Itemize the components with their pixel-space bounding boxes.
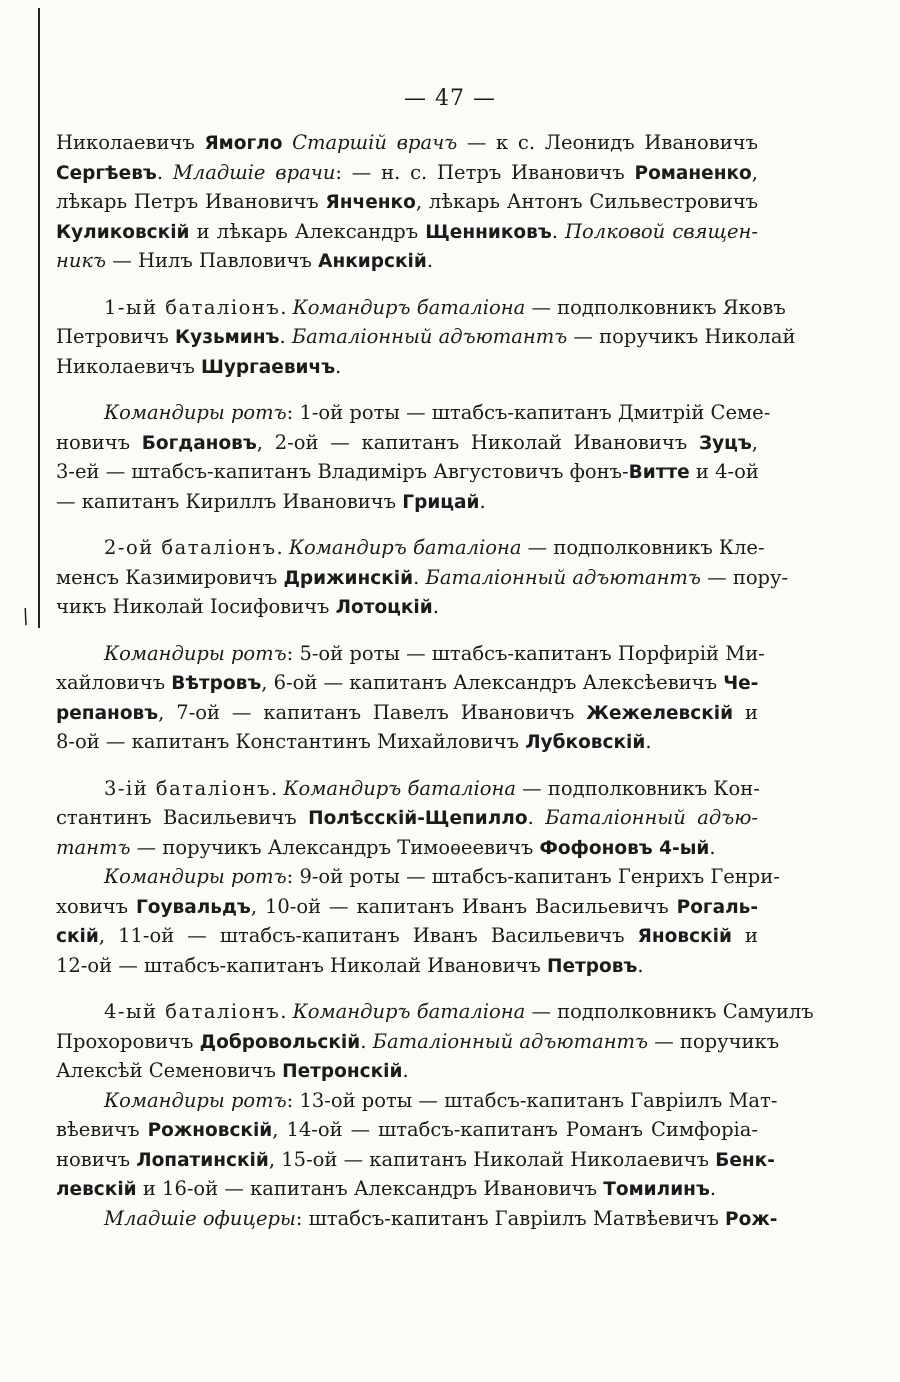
text-segment: и: [731, 924, 758, 947]
italic-phrase: Командиръ баталіона: [292, 295, 526, 319]
text-line: [56, 921, 758, 951]
text-segment: , 7-ой — капитанъ Павелъ Ивановичъ: [158, 700, 587, 724]
text-line: [56, 1174, 758, 1204]
text-line: [56, 533, 765, 563]
italic-phrase: Командиры ротъ: [104, 401, 287, 424]
text-segment: — капитанъ Кириллъ Ивановичъ: [56, 489, 403, 513]
text-segment: и лѣкарь Александръ: [189, 219, 426, 243]
text-line: [56, 951, 758, 981]
text-segment: — к с. Леонидъ Ивановичъ: [457, 131, 758, 154]
body-text: [56, 128, 814, 1233]
text-line: [56, 1086, 778, 1116]
margin-mark: /: [18, 603, 33, 629]
text-segment: чикъ Николай Іосифовичъ: [56, 595, 336, 618]
surname: Щенниковъ: [425, 221, 552, 243]
text-segment: ховичъ: [56, 894, 136, 918]
text-segment: — подполковникъ Яковъ: [525, 295, 786, 319]
text-segment: — подполковникъ Кон-: [515, 776, 760, 800]
page-number: — 47 —: [404, 86, 496, 111]
text-segment: 2-ой баталіонъ: [104, 536, 277, 559]
surname: Зуцъ: [698, 432, 752, 454]
text-segment: , 15-ой — капитанъ Николай Николаевичъ: [268, 1147, 716, 1171]
text-line: [56, 698, 758, 728]
surname: Бенк-: [715, 1149, 775, 1171]
surname: Лопатинскій: [136, 1149, 269, 1171]
text-line: [56, 322, 796, 352]
text-segment: 8-ой — капитанъ Константинъ Михайловичъ: [56, 730, 526, 753]
italic-phrase: Баталіонный адъютантъ: [291, 325, 568, 348]
text-segment: стантинъ Васильевичъ: [56, 806, 309, 829]
surname: Рожновскій: [147, 1120, 273, 1141]
text-segment: 4-ый баталіонъ: [104, 1000, 281, 1023]
text-segment: , 11-ой — штабсъ-капитанъ Иванъ Васильевичъ: [98, 924, 638, 947]
text-line: [56, 398, 771, 428]
surname: Сергѣевъ: [56, 162, 157, 184]
text-segment: 12-ой — штабсъ-капитанъ Николай Ивановичъ: [56, 953, 548, 977]
text-segment: : 1-ой роты — штабсъ-капитанъ Дмитрій Семе-: [286, 401, 771, 424]
text-segment: .: [527, 806, 546, 829]
text-segment: .: [402, 1059, 409, 1082]
text-segment: [282, 131, 292, 154]
text-line: [56, 293, 786, 323]
text-segment: 3-ей — штабсъ-капитанъ Владиміръ Августовичъ фонъ-: [56, 460, 629, 483]
text-line: [56, 217, 758, 247]
surname: Лубковскій: [525, 732, 646, 753]
text-segment: — пору-: [700, 565, 789, 589]
surname: Ямогло: [204, 133, 283, 154]
italic-phrase: Баталіонный адъю-: [545, 806, 758, 829]
text-segment: , 10-ой — капитанъ Иванъ Васильевичъ: [250, 894, 677, 918]
text-segment: Алексѣй Семеновичъ: [56, 1059, 283, 1082]
italic-phrase: Баталіонный адъютантъ: [372, 1029, 649, 1053]
text-line: [56, 997, 814, 1027]
text-line: [56, 428, 758, 458]
surname: Гоувальдъ: [135, 896, 251, 918]
text-segment: , 6-ой — капитанъ Александръ Алексѣевичъ: [261, 671, 724, 694]
surname: Петронскій: [282, 1061, 403, 1082]
text-segment: .: [413, 565, 426, 589]
text-line: [56, 487, 758, 517]
text-segment: — поручикъ Николай: [567, 325, 796, 348]
italic-phrase: Командиры ротъ: [104, 1088, 287, 1112]
surname: Рож-: [725, 1208, 778, 1230]
text-segment: .: [645, 730, 652, 753]
text-segment: — поручикъ Александръ Тимоѳеевичъ: [130, 835, 540, 859]
text-line: [56, 158, 758, 188]
surname: Куликовскій: [56, 221, 190, 243]
text-line: [56, 862, 780, 892]
surname: репановъ: [56, 702, 159, 724]
text-segment: и: [733, 700, 758, 724]
text-segment: , лѣкарь Антонъ Сильвестровичъ: [415, 190, 758, 213]
text-line: [56, 639, 765, 669]
text-line: [56, 457, 758, 487]
text-segment: : 5-ой роты — штабсъ-капитанъ Порфирій Ми-: [286, 641, 765, 665]
text-segment: .: [280, 295, 293, 319]
surname: Романенко: [634, 162, 752, 184]
text-segment: .: [360, 1029, 373, 1053]
text-line: [56, 1115, 758, 1145]
surname: Томилинъ: [603, 1179, 710, 1200]
surname: Жежелевскій: [586, 702, 734, 724]
text-line: [56, 803, 758, 833]
text-line: [56, 892, 758, 922]
text-segment: , 2-ой — капитанъ Николай Ивановичъ: [256, 430, 699, 454]
text-segment: 3-ій баталіонъ: [104, 776, 271, 800]
surname: Дрижинскій: [283, 567, 414, 589]
italic-phrase: Баталіонный адъютантъ: [425, 565, 701, 589]
text-segment: Петровичъ: [56, 325, 176, 348]
surname: Добровольскій: [199, 1031, 361, 1053]
text-segment: новичъ: [56, 1147, 137, 1171]
text-segment: новичъ: [56, 430, 142, 454]
surname: Богдановъ: [141, 432, 257, 454]
surname: Яновскій: [637, 926, 732, 947]
surname: Вѣтровъ: [171, 673, 262, 694]
text-line: [56, 1145, 775, 1175]
text-segment: : — н. с. Петръ Ивановичъ: [335, 160, 635, 184]
italic-phrase: Командиры ротъ: [104, 641, 287, 665]
text-segment: .: [280, 1000, 293, 1023]
text-line: [56, 1027, 780, 1057]
italic-phrase: Командиръ баталіона: [292, 1000, 526, 1023]
text-segment: — Нилъ Павловичъ: [106, 249, 319, 272]
text-line: [56, 727, 758, 757]
italic-phrase: Командиры ротъ: [104, 865, 287, 888]
text-segment: : штабсъ-капитанъ Гавріилъ Матвѣевичъ: [295, 1206, 726, 1230]
italic-phrase: никъ: [56, 249, 107, 272]
text-segment: , 14-ой — штабсъ-капитанъ Романъ Симфоріа-: [272, 1118, 759, 1141]
text-segment: .: [551, 219, 566, 243]
text-line: [56, 128, 758, 158]
text-segment: .: [709, 835, 716, 859]
italic-phrase: Командиръ баталіона: [288, 536, 522, 559]
text-segment: .: [156, 160, 173, 184]
text-line: [56, 563, 789, 593]
surname: Анкирскій: [318, 251, 427, 272]
surname: Лотоцкій: [335, 597, 433, 618]
surname: Витте: [628, 462, 690, 483]
surname: Че-: [723, 673, 759, 694]
text-segment: — поручикъ: [648, 1029, 780, 1053]
text-line: [56, 187, 758, 217]
text-segment: Николаевичъ: [56, 354, 201, 378]
text-line: [56, 668, 758, 698]
surname: левскій: [56, 1179, 137, 1200]
surname: Фофоновъ 4-ый: [539, 837, 710, 859]
text-segment: и 4-ой: [689, 460, 759, 483]
text-line: [56, 1204, 778, 1234]
text-segment: .: [335, 354, 342, 378]
italic-phrase: Командиръ баталіона: [283, 776, 516, 800]
surname: Кузьминъ: [175, 327, 280, 348]
text-segment: вѣевичъ: [56, 1118, 148, 1141]
text-segment: .: [270, 776, 284, 800]
text-segment: лѣкарь Петръ Ивановичъ: [56, 190, 326, 213]
text-segment: .: [432, 595, 439, 618]
surname: Шургаевичъ: [200, 356, 336, 378]
surname: Янченко: [325, 192, 416, 213]
text-segment: и 16-ой — капитанъ Александръ Ивановичъ: [136, 1177, 604, 1200]
text-segment: 1-ый баталіонъ: [104, 295, 281, 319]
text-segment: .: [479, 489, 486, 513]
text-segment: ,: [751, 430, 758, 454]
text-segment: — подполковникъ Самуилъ: [525, 1000, 814, 1023]
text-line: [56, 352, 758, 382]
text-segment: менсъ Казимировичъ: [56, 565, 284, 589]
surname: Полѣсскій-Щепилло: [308, 808, 528, 829]
text-line: [56, 246, 758, 276]
italic-phrase: тантъ: [56, 835, 131, 859]
text-segment: — подполковникъ Кле-: [521, 536, 765, 559]
italic-phrase: Старшій врачъ: [292, 131, 458, 154]
text-line: [56, 833, 758, 863]
text-segment: Прохоровичъ: [56, 1029, 200, 1053]
surname: скій: [56, 926, 99, 947]
text-line: [56, 592, 758, 622]
text-segment: : 13-ой роты — штабсъ-капитанъ Гавріилъ Мат-: [286, 1088, 778, 1112]
text-segment: хайловичъ: [56, 671, 172, 694]
text-segment: Николаевичъ: [56, 131, 205, 154]
text-line: [56, 774, 758, 804]
text-segment: .: [637, 953, 644, 977]
text-line: [56, 1056, 758, 1086]
italic-phrase: Младшіе врачи: [172, 160, 336, 184]
surname: Грицай: [402, 491, 480, 513]
text-segment: .: [276, 536, 289, 559]
text-segment: .: [709, 1177, 717, 1200]
text-segment: ,: [751, 160, 758, 184]
text-segment: : 9-ой роты — штабсъ-капитанъ Генрихъ Генри-: [286, 865, 780, 888]
text-segment: .: [426, 249, 434, 272]
text-segment: .: [279, 325, 292, 348]
italic-phrase: Младшіе офицеры: [104, 1206, 296, 1230]
surname: Петровъ: [547, 955, 638, 977]
italic-phrase: Полковой священ-: [565, 219, 758, 243]
surname: Рогаль-: [676, 896, 759, 918]
